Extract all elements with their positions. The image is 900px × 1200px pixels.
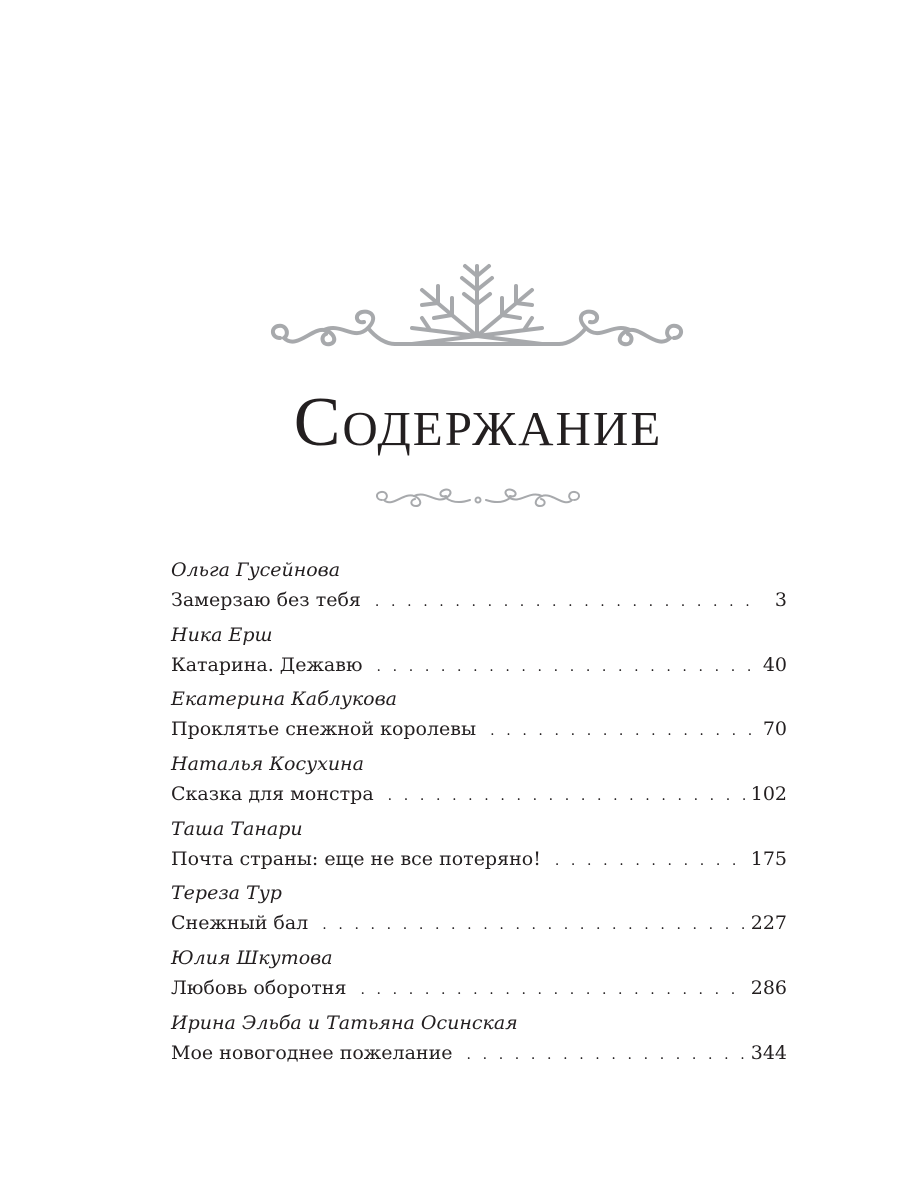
toc-leader-dots xyxy=(490,716,757,746)
toc-entry[interactable] xyxy=(171,555,787,620)
toc-author: Тереза Тур xyxy=(171,882,282,905)
toc-title: Катарина. Дежавю xyxy=(171,653,363,676)
toc-page-number: 70 xyxy=(762,718,787,741)
snowflake-scroll-ornament xyxy=(262,258,692,358)
toc-page-number: 286 xyxy=(750,977,787,1000)
toc-line xyxy=(171,1038,787,1068)
toc-leader-dots xyxy=(467,1040,747,1070)
toc-title: Сказка для монстра xyxy=(171,783,374,806)
toc-page-number: 40 xyxy=(762,653,787,676)
toc-line xyxy=(171,844,787,874)
toc-entry[interactable] xyxy=(171,684,787,749)
toc-line xyxy=(171,714,787,744)
toc-line xyxy=(171,779,787,809)
toc-entry[interactable] xyxy=(171,1008,787,1073)
toc-line xyxy=(171,585,787,615)
toc-title: Мое новогоднее пожелание xyxy=(171,1041,453,1064)
toc-entry[interactable] xyxy=(171,943,787,1008)
toc-line xyxy=(171,650,787,680)
toc-author: Екатерина Каблукова xyxy=(171,688,398,711)
toc-author: Юлия Шкутова xyxy=(171,947,333,970)
toc-page-number: 344 xyxy=(750,1041,787,1064)
scroll-divider-ornament xyxy=(372,482,584,516)
toc-line xyxy=(171,908,787,938)
toc-leader-dots xyxy=(375,587,757,617)
toc-leader-dots xyxy=(388,781,747,811)
table-of-contents xyxy=(171,555,787,1073)
page-title: Содержание xyxy=(293,384,663,461)
toc-entry[interactable] xyxy=(171,749,787,814)
toc-author: Ирина Эльба и Татьяна Осинская xyxy=(171,1011,518,1034)
toc-entry[interactable] xyxy=(171,814,787,879)
toc-page-number: 102 xyxy=(750,783,787,806)
toc-title: Снежный бал xyxy=(171,912,309,935)
toc-page-number: 175 xyxy=(750,847,787,870)
toc-leader-dots xyxy=(360,975,746,1005)
toc-author: Таша Танари xyxy=(171,817,303,840)
toc-leader-dots xyxy=(377,652,757,682)
toc-page-number: 227 xyxy=(750,912,787,935)
toc-title: Проклятье снежной королевы xyxy=(171,718,477,741)
toc-title: Замерзаю без тебя xyxy=(171,589,361,611)
toc-author: Ольга Гусейнова xyxy=(171,559,341,581)
toc-author: Ника Ерш xyxy=(171,623,273,646)
toc-author: Наталья Косухина xyxy=(171,753,364,776)
toc-entry[interactable] xyxy=(171,620,787,685)
toc-title: Почта страны: еще не все потеряно! xyxy=(171,847,541,870)
toc-leader-dots xyxy=(322,910,746,940)
toc-title: Любовь оборотня xyxy=(171,977,347,1000)
toc-leader-dots xyxy=(555,846,747,876)
toc-line xyxy=(171,973,787,1003)
toc-entry[interactable] xyxy=(171,878,787,943)
toc-page-number: 3 xyxy=(774,589,787,611)
